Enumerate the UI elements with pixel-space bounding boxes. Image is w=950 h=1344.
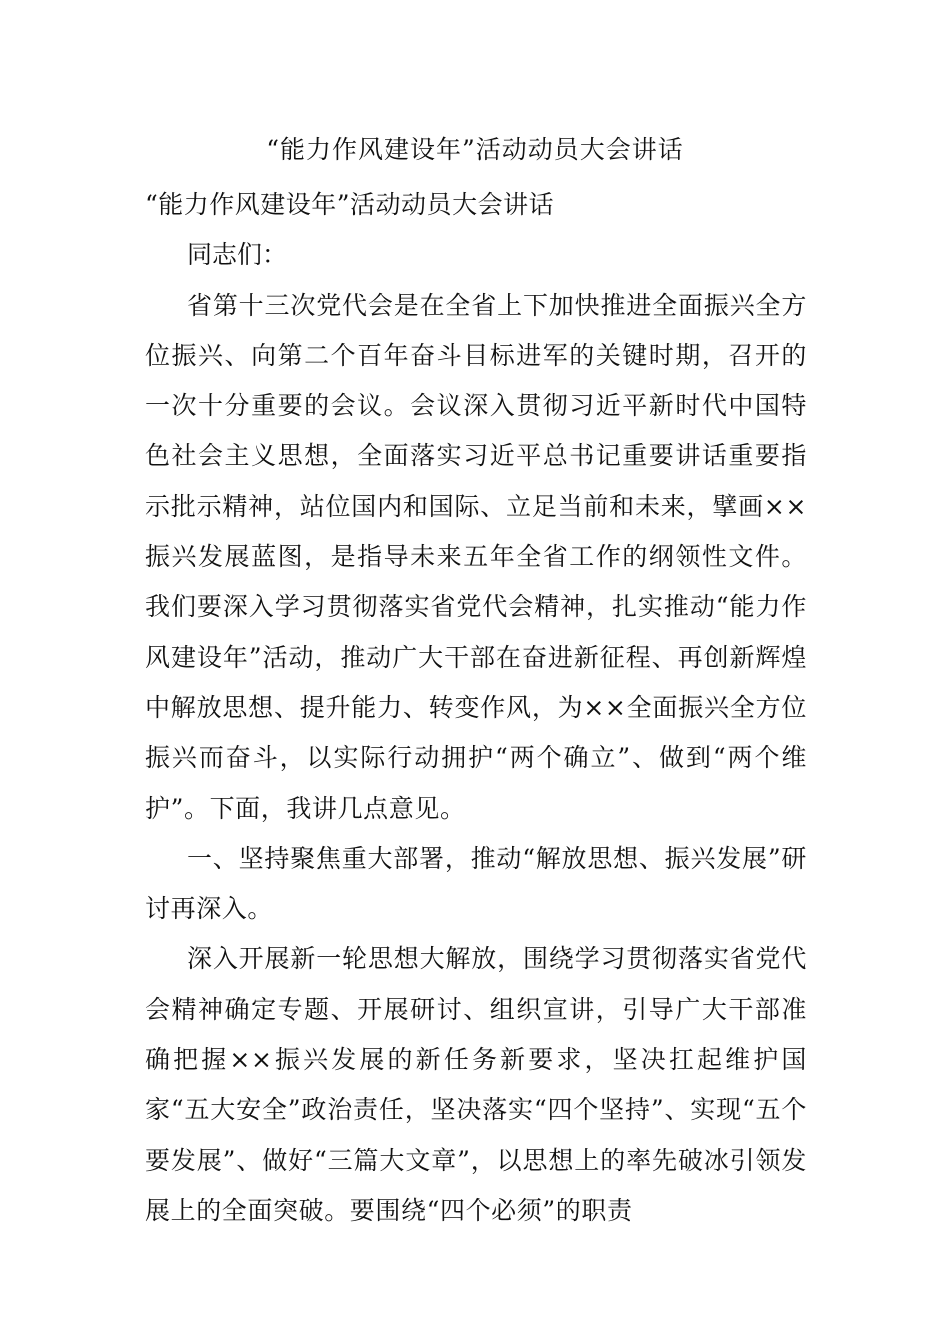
paragraph-section-one: 深入开展新一轮思想大解放，围绕学习贯彻落实省党代会精神确定专题、开展研讨、组织宣讲，引导广大干部准确把握××振兴发展的新任务新要求，坚决扛起维护国家“五大安全”政治责任，坚决落实“四个坚持”、实现“五个要发展”、做好“三篇大文章”，以思想上的率先破冰引领发展上的全面突破。要围绕“四个必须”的职责: [145, 944, 807, 1225]
section-heading-one: 一、坚持聚焦重大部署，推动“解放思想、振兴发展”研讨再深入。: [145, 843, 807, 924]
document-title: “能力作风建设年”活动动员大会讲话: [266, 135, 684, 164]
greeting: 同志们：: [187, 240, 288, 270]
paragraph-intro: 省第十三次党代会是在全省上下加快推进全面振兴全方位振兴、向第二个百年奋斗目标进军的关键时期，召开的一次十分重要的会议。会议深入贯彻习近平新时代中国特色社会主义思想，全面落实习近平总书记重要讲话重要指示批示精神，站位国内和国际、立足当前和未来，擘画××振兴发展蓝图，是指导未来五年全省工作的纲领性文件。我们要深入学习贯彻落实省党代会精神，扎实推动“能力作风建设年”活动，推动广大干部在奋进新征程、再创新辉煌中解放思想、提升能力、转变作风，为××全面振兴全方位振兴而奋斗，以实际行动拥护“两个确立”、做到“两个维护”。下面，我讲几点意见。: [145, 290, 807, 823]
document-body: [145, 180, 807, 1236]
document-subtitle: “能力作风建设年”活动动员大会讲话: [145, 190, 555, 219]
